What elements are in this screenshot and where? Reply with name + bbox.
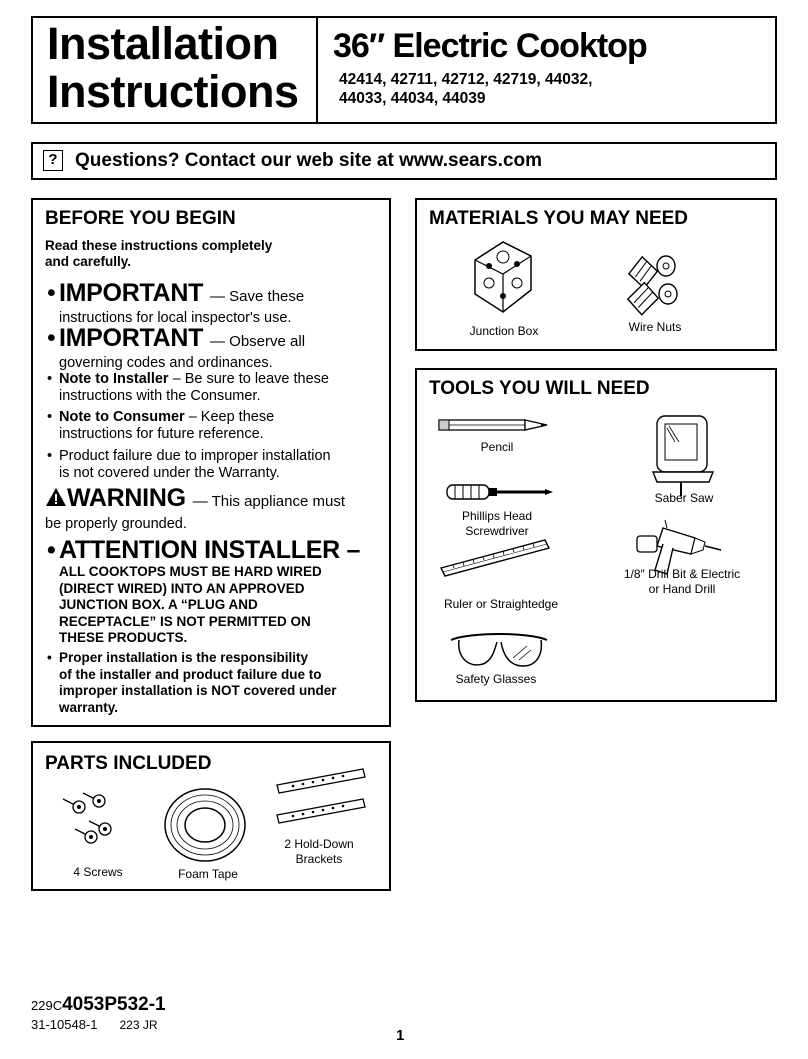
page-number: 1 bbox=[396, 1027, 405, 1044]
code-suffix: 223 JR bbox=[119, 1018, 158, 1032]
tools-box bbox=[415, 368, 777, 702]
title-line2: Instructions bbox=[47, 66, 299, 117]
important-2-tail: — Observe all bbox=[210, 333, 306, 350]
document-code-secondary bbox=[31, 1017, 158, 1032]
header-box bbox=[31, 16, 777, 124]
attention-line2: (DIRECT WIRED) INTO AN APPROVED bbox=[59, 580, 305, 596]
screws-icon bbox=[57, 787, 127, 857]
screws-caption: 4 Screws bbox=[73, 865, 123, 879]
brackets-caption bbox=[269, 837, 369, 867]
safety-glasses-caption: Safety Glasses bbox=[455, 672, 537, 686]
wire-nuts-icon bbox=[622, 252, 682, 314]
important-1 bbox=[59, 280, 381, 327]
brackets-caption-line2: Brackets bbox=[295, 852, 343, 866]
safety-glasses-icon bbox=[449, 628, 549, 672]
saber-saw-icon bbox=[651, 412, 715, 498]
note-consumer-line2: instructions for future reference. bbox=[59, 426, 264, 442]
document-code bbox=[31, 994, 166, 1016]
attention-line5: THESE PRODUCTS. bbox=[59, 630, 188, 645]
attention-installer bbox=[59, 536, 381, 647]
title-line1: Installation bbox=[47, 18, 279, 69]
hold-down-brackets-icon bbox=[273, 765, 369, 835]
parts-included-box bbox=[31, 741, 391, 891]
attention-label: • ATTENTION INSTALLER – bbox=[59, 536, 381, 564]
ruler-caption: Ruler or Straightedge bbox=[443, 597, 559, 611]
warning-tail: — This appliance must bbox=[192, 493, 345, 510]
model-numbers bbox=[339, 70, 659, 108]
proper-line3: improper installation is NOT covered under bbox=[59, 683, 337, 698]
warning-icon bbox=[45, 485, 67, 505]
pencil-caption: Pencil bbox=[480, 440, 514, 454]
note-consumer bbox=[59, 409, 381, 443]
failure-line2: is not covered under the Warranty. bbox=[59, 465, 280, 481]
materials-box bbox=[415, 198, 777, 351]
wire-nuts-caption: Wire Nuts bbox=[628, 320, 682, 334]
parts-heading: PARTS INCLUDED bbox=[45, 753, 212, 774]
foam-tape-caption: Foam Tape bbox=[178, 867, 238, 881]
questions-text: Questions? Contact our web site at www.sears.com bbox=[75, 150, 543, 171]
important-2-line2: governing codes and ordinances. bbox=[59, 355, 273, 371]
junction-box-icon bbox=[465, 238, 539, 318]
screwdriver-caption bbox=[447, 509, 547, 539]
proper-installation-note bbox=[59, 650, 381, 716]
code-line2: 31-10548-1 bbox=[31, 1017, 98, 1032]
header-divider bbox=[316, 18, 318, 122]
ruler-icon bbox=[439, 538, 551, 578]
important-1-line2: instructions for local inspector's use. bbox=[59, 310, 292, 326]
product-title: 36″ Electric Cooktop bbox=[333, 27, 647, 65]
code-prefix: 229C bbox=[31, 998, 63, 1013]
proper-line4: warranty. bbox=[59, 699, 119, 715]
tools-heading: TOOLS YOU WILL NEED bbox=[429, 378, 650, 399]
note-installer bbox=[59, 371, 381, 405]
note-consumer-rest: – Keep these bbox=[184, 409, 275, 425]
intro-line2: and carefully. bbox=[45, 254, 132, 269]
models-line1: 42414, 42711, 42712, 42719, 44032, bbox=[339, 71, 593, 88]
important-1-label: IMPORTANT bbox=[59, 279, 204, 307]
important-2 bbox=[59, 325, 381, 372]
note-installer-line2: instructions with the Consumer. bbox=[59, 388, 261, 404]
warning-line2: be properly grounded. bbox=[45, 516, 187, 532]
drill-caption-line2: or Hand Drill bbox=[648, 582, 716, 596]
warning-label: WARNING bbox=[67, 484, 186, 512]
foam-tape-icon bbox=[161, 785, 249, 865]
brackets-caption-line1: 2 Hold-Down bbox=[284, 837, 354, 851]
question-icon: ? bbox=[43, 150, 63, 171]
note-installer-rest: – Be sure to leave these bbox=[168, 371, 329, 387]
before-heading: BEFORE YOU BEGIN bbox=[45, 208, 236, 229]
materials-heading: MATERIALS YOU MAY NEED bbox=[429, 208, 689, 229]
attention-line1: ALL COOKTOPS MUST BE HARD WIRED bbox=[59, 564, 322, 579]
junction-box-caption: Junction Box bbox=[469, 324, 539, 338]
important-1-tail: — Save these bbox=[210, 288, 305, 305]
code-main: 4053P532-1 bbox=[62, 994, 166, 1015]
product-failure-note bbox=[59, 448, 381, 482]
before-you-begin-box bbox=[31, 198, 391, 727]
drill-caption bbox=[607, 567, 757, 597]
questions-bar bbox=[31, 142, 777, 180]
warning bbox=[45, 484, 385, 533]
attention-line3: JUNCTION BOX. A “PLUG AND bbox=[59, 597, 258, 612]
proper-line1: • Proper installation is the responsibility bbox=[59, 650, 381, 667]
intro-line1: Read these instructions completely bbox=[45, 238, 273, 253]
saber-saw-caption: Saber Saw bbox=[654, 491, 714, 505]
screwdriver-caption-line2: Screwdriver bbox=[465, 524, 529, 538]
drill-caption-line1: 1/8″ Drill Bit & Electric bbox=[623, 567, 741, 581]
note-consumer-label: Note to Consumer bbox=[59, 409, 185, 425]
failure-line1: • Product failure due to improper installation bbox=[59, 448, 381, 465]
screwdriver-caption-line1: Phillips Head bbox=[461, 509, 533, 523]
important-2-label: IMPORTANT bbox=[59, 324, 204, 352]
note-installer-label: Note to Installer bbox=[59, 371, 169, 387]
intro-text bbox=[45, 238, 272, 270]
models-line2: 44033, 44034, 44039 bbox=[339, 90, 486, 107]
pencil-icon bbox=[437, 418, 555, 432]
attention-line4: RECEPTACLE” IS NOT PERMITTED ON bbox=[59, 613, 311, 629]
screwdriver-icon bbox=[445, 482, 555, 502]
proper-line2: of the installer and product failure due to bbox=[59, 666, 322, 682]
